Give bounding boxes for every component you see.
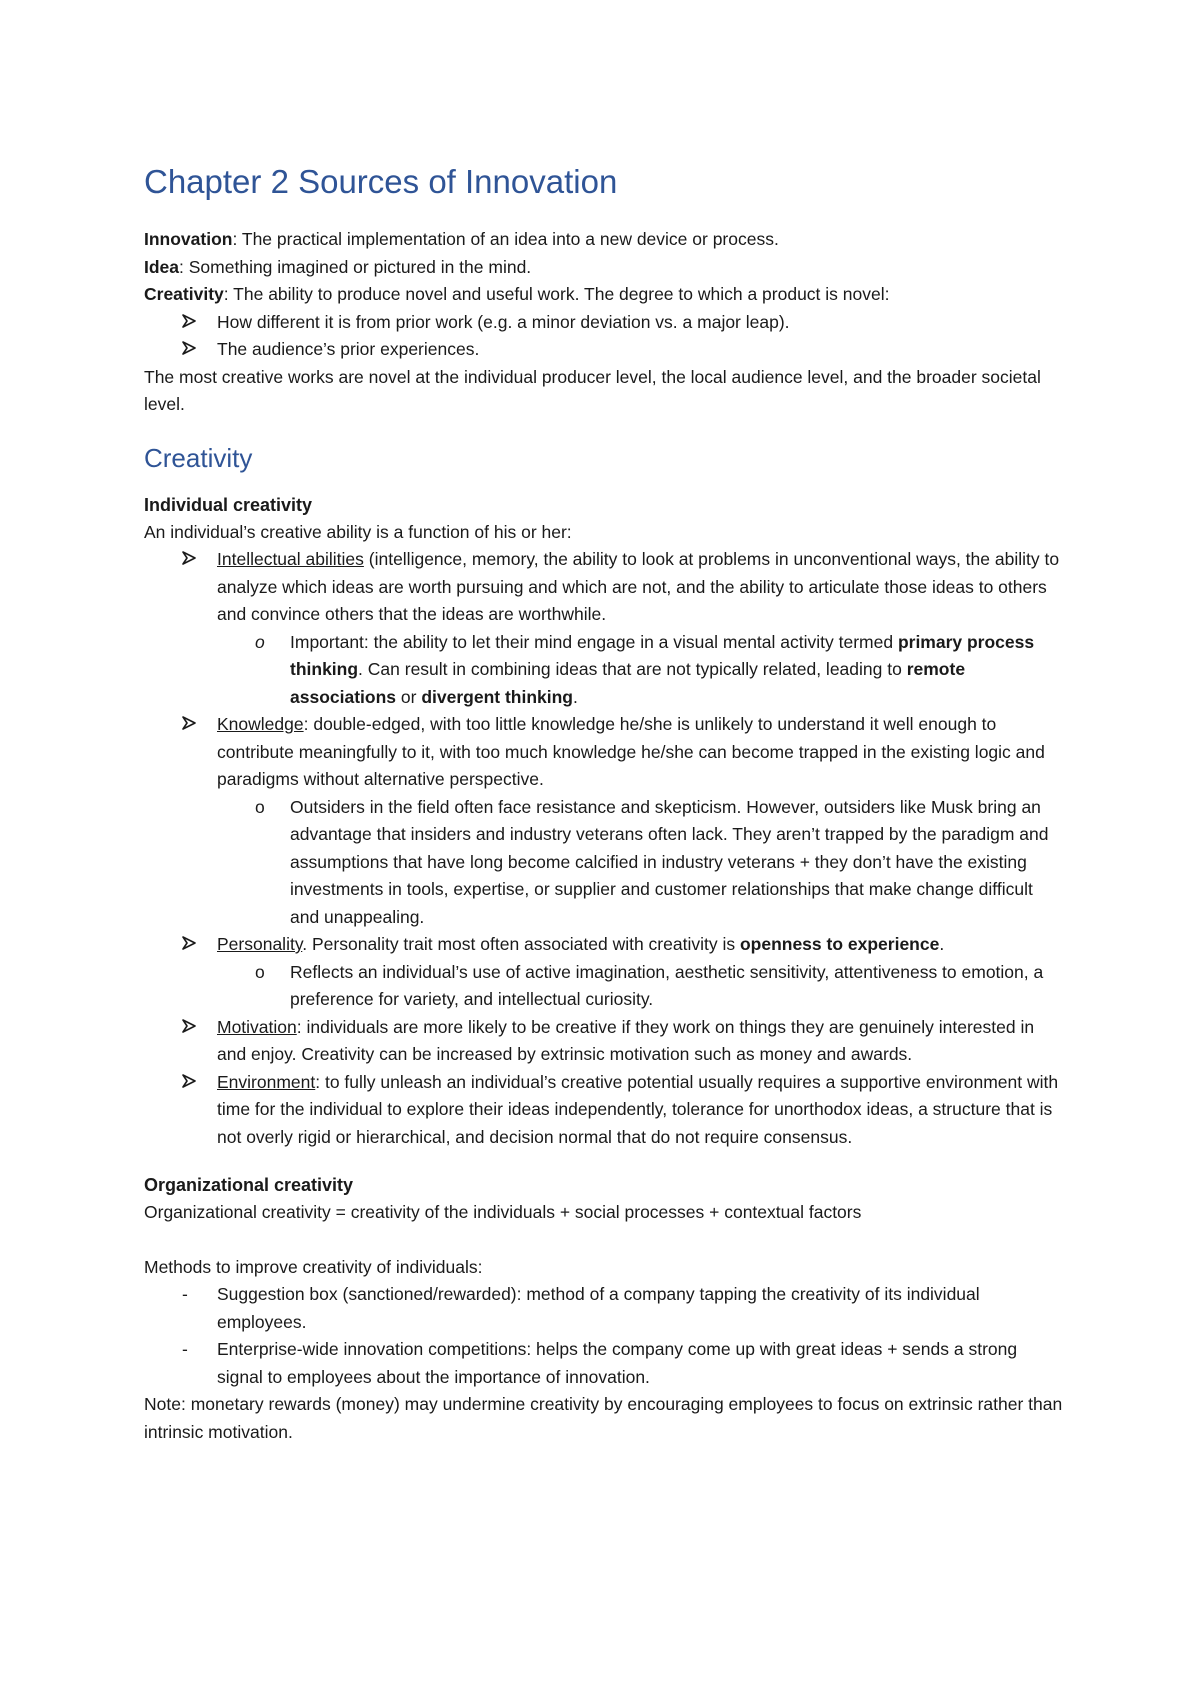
circle-bullet-icon: o <box>255 631 265 652</box>
list-item-personality: Personality. Personality trait most often associated with creativity is openness to experience. <box>144 931 1064 959</box>
circle-bullet-icon: o <box>255 796 265 817</box>
individual-intro: An individual’s creative ability is a function of his or her: <box>144 521 572 542</box>
list-item-sub: o Outsiders in the field often face resistance and skepticism. However, outsiders like Musk bring an advantage that insiders and industry veterans often lack. They aren’t trapped by the paradigm and assumptions that have long become calcified in industry veterans + they don’t have the existing investments in tools, expertise, or supplier and customer relationships that make change difficult and unappealing. <box>144 794 1064 932</box>
arrow-bullet-icon <box>182 336 196 364</box>
definition-creativity: Creativity: The ability to produce novel and useful work. The degree to which a product is novel: <box>144 284 890 304</box>
organizational-formula: Organizational creativity = creativity of the individuals + social processes + contextual factors <box>144 1202 862 1222</box>
list-item-knowledge: Knowledge: double-edged, with too little knowledge he/she is unlikely to understand it well enough to contribute meaningfully to it, with too much knowledge he/she can become trapped in the existing logic and paradigms without alternative perspective. <box>144 711 1064 794</box>
dash-bullet-icon: - <box>182 1339 188 1359</box>
list-item-motivation: Motivation: individuals are more likely to be creative if they work on things they are genuinely interested in and enjoy. Creativity can be increased by extrinsic motivation such as money and awards. <box>144 1014 1064 1069</box>
list-item: How different it is from prior work (e.g. a minor deviation vs. a major leap). <box>144 309 1064 337</box>
list-item-sub: o Important: the ability to let their mind engage in a visual mental activity termed primary process thinking. Can result in combining ideas that are not typically related, leading to remote associations or divergent thinking. <box>144 629 1064 712</box>
definition-idea: Idea: Something imagined or pictured in the mind. <box>144 256 532 277</box>
dash-bullet-icon: - <box>182 1284 188 1304</box>
note: Note: monetary rewards (money) may undermine creativity by encouraging employees to focus on extrinsic rather than intrinsic motivation. <box>144 1394 1063 1442</box>
arrow-bullet-icon <box>182 309 196 337</box>
list-item: - Enterprise-wide innovation competitions: helps the company come up with great ideas + sends a strong signal to employees about the importance of innovation. <box>144 1336 1064 1391</box>
list-item-intellectual: Intellectual abilities (intelligence, memory, the ability to look at problems in unconventional ways, the ability to analyze which ideas are worth pursuing and which are not, and the ability to articulate those ideas to others and convince others that the ideas are worthwhile. <box>144 546 1064 629</box>
list-item: The audience’s prior experiences. <box>144 336 1064 364</box>
methods-intro: Methods to improve creativity of individuals: <box>144 1256 483 1277</box>
list-item-sub: o Reflects an individual’s use of active imagination, aesthetic sensitivity, attentiveness to emotion, a preference for variety, and intellectual curiosity. <box>144 959 1064 1014</box>
list-item: - Suggestion box (sanctioned/rewarded): method of a company tapping the creativity of its individual employees. <box>144 1281 1064 1336</box>
subheading-individual-creativity: Individual creativity <box>144 494 313 515</box>
document-body <box>144 160 1064 1446</box>
factor-label: Knowledge <box>217 714 304 734</box>
subheading-organizational-creativity: Organizational creativity <box>144 1175 354 1195</box>
circle-bullet-icon: o <box>255 961 265 982</box>
individual-factors-list <box>144 546 1064 1151</box>
arrow-bullet-icon <box>182 1014 196 1042</box>
factor-label: Environment <box>217 1071 316 1092</box>
methods-list <box>144 1281 1064 1391</box>
novelty-summary: The most creative works are novel at the individual producer level, the local audience level, and the broader societal level. <box>144 366 1041 414</box>
arrow-bullet-icon <box>182 546 196 574</box>
factor-label: Personality <box>217 934 303 954</box>
novelty-list <box>144 309 1064 364</box>
factor-label: Motivation <box>217 1016 297 1037</box>
factor-label: Intellectual abilities <box>217 549 364 569</box>
arrow-bullet-icon <box>182 931 196 959</box>
arrow-bullet-icon <box>182 711 196 739</box>
section-heading-creativity: Creativity <box>144 442 253 473</box>
chapter-title: Chapter 2 Sources of Innovation <box>144 163 618 200</box>
list-item-environment: Environment: to fully unleash an individual’s creative potential usually requires a supportive environment with time for the individual to explore their ideas independently, tolerance for unorthodox ideas, a structure that is not overly rigid or hierarchical, and decision normal that do not require consensus. <box>144 1069 1064 1152</box>
arrow-bullet-icon <box>182 1069 196 1097</box>
definition-innovation: Innovation: The practical implementation of an idea into a new device or process. <box>144 229 779 249</box>
